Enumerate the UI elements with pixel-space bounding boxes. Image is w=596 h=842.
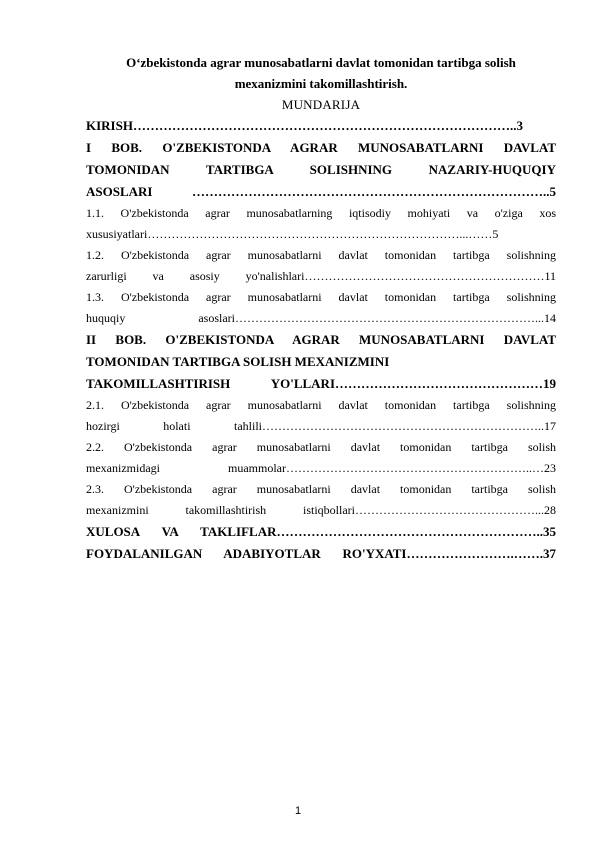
toc-line: ASOSLARI ………………………………………………………………………..5 xyxy=(86,184,556,199)
toc-line: I BOB. O'ZBEKISTONDA AGRAR MUNOSABATLARNI DAVLAT xyxy=(86,140,556,155)
toc-entry-chapter-1[interactable] xyxy=(86,137,556,203)
toc-entry-bibliography[interactable] xyxy=(86,543,556,565)
toc-line: 1.2. O'zbekistonda agrar munosabatlarni davlat tomonidan tartibga solishning xyxy=(86,248,556,262)
table-of-contents xyxy=(86,115,556,565)
toc-line: 1.3. O'zbekistonda agrar munosabatlarni davlat tomonidan tartibga solishning xyxy=(86,290,556,304)
toc-line: 1.1. O'zbekistonda agrar munosabatlarning iqtisodiy mohiyati va o'ziga xos xyxy=(86,206,556,220)
toc-entry-introduction[interactable] xyxy=(86,115,556,137)
toc-line: TOMONIDAN TARTIBGA SOLISHNING NAZARIY-HUQUQIY xyxy=(86,162,556,177)
toc-line: mexanizmini takomillashtirish istiqbollari………………………………………...28 xyxy=(86,503,556,517)
toc-line: II BOB. O'ZBEKISTONDA AGRAR MUNOSABATLARNI DAVLAT xyxy=(86,332,556,347)
toc-entry-section-1-1[interactable] xyxy=(86,203,556,245)
toc-line: TAKOMILLASHTIRISH YO'LLARI…………………………………………19 xyxy=(86,376,556,391)
toc-entry-chapter-2[interactable] xyxy=(86,329,556,395)
toc-line: KIRISH……………………………………………………………………………..3 xyxy=(86,118,523,133)
toc-entry-section-2-3[interactable] xyxy=(86,479,556,521)
contents-heading: MUNDARIJA xyxy=(281,97,361,112)
document-title xyxy=(86,52,556,94)
toc-line: FOYDALANILGAN ADABIYOTLAR RO'YXATI…………………….…….37 xyxy=(86,546,556,561)
toc-line: 2.3. O'zbekistonda agrar munosabatlarni davlat tomonidan tartibga solish xyxy=(86,482,556,496)
toc-entry-section-1-3[interactable] xyxy=(86,287,556,329)
toc-entry-section-2-2[interactable] xyxy=(86,437,556,479)
toc-entry-conclusion[interactable] xyxy=(86,521,556,543)
toc-line: 2.2. O'zbekistonda agrar munosabatlarni davlat tomonidan tartibga solish xyxy=(86,440,556,454)
toc-line: xususiyatlari……………………………………………………………………...……5 xyxy=(86,227,499,241)
toc-line: XULOSA VA TAKLIFLAR……………………………………………………..35 xyxy=(86,524,556,539)
toc-line: zarurligi va asosiy yo'nalishlari……………………………………………………11 xyxy=(86,269,556,283)
toc-line: 2.1. O'zbekistonda agrar munosabatlarni davlat tomonidan tartibga solishning xyxy=(86,398,556,412)
toc-line: TOMONIDAN TARTIBGA SOLISH MEXANIZMINI xyxy=(86,354,390,369)
title-line-1: O‘zbekistonda agrar munosabatlarni davlat tomonidan tartibga solish xyxy=(126,55,516,70)
toc-line: huquqiy asoslari…………………………………………………………………...14 xyxy=(86,311,556,325)
toc-line: hozirgi holati tahlili……………………………………………………………..17 xyxy=(86,419,556,433)
toc-entry-section-2-1[interactable] xyxy=(86,395,556,437)
toc-entry-section-1-2[interactable] xyxy=(86,245,556,287)
page-number: 1 xyxy=(294,805,302,817)
document-page xyxy=(86,52,556,565)
toc-line: mexanizmidagi muammolar……………………………………………………..…23 xyxy=(86,461,556,475)
title-line-2: mexanizmini takomillashtirish. xyxy=(234,76,408,91)
